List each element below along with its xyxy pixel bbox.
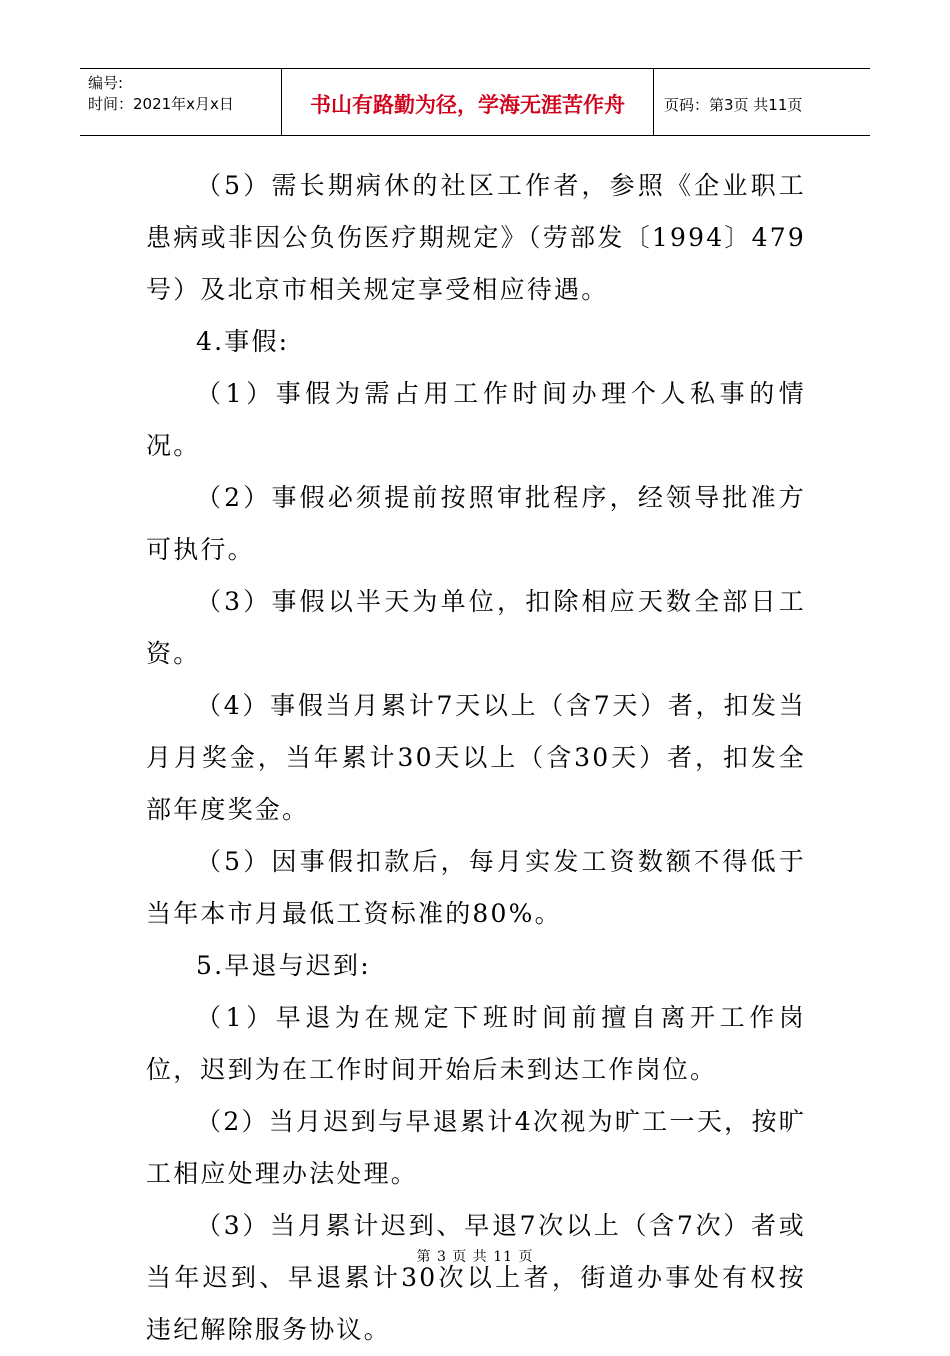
paragraph: （2）事假必须提前按照审批程序，经领导批准方可执行。 [146,483,806,564]
paragraph: （5）因事假扣款后，每月实发工资数额不得低于当年本市月最低工资标准的80%。 [146,847,806,928]
section-heading: 5.早退与迟到: [196,951,371,980]
header-page-info: 页码：第3页 共11页 [664,95,803,114]
page-footer: 第 3 页 共 11 页 [416,1249,534,1265]
section-heading: 4.事假: [196,327,290,356]
document-header [80,68,870,136]
header-motto-cell [282,69,654,135]
document-body [146,160,806,1356]
paragraph: （3）当月累计迟到、早退7次以上（含7次）者或当年迟到、早退累计30次以上者，街道办事处有权按违纪解除服务协议。 [146,1211,806,1344]
paragraph: （2）当月迟到与早退累计4次视为旷工一天，按旷工相应处理办法处理。 [146,1107,806,1188]
paragraph: （5）需长期病休的社区工作者，参照《企业职工患病或非因公负伤医疗期规定》（劳部发〔1994〕479号）及北京市相关规定享受相应待遇。 [146,171,806,304]
paragraph: （1）早退为在规定下班时间前擅自离开工作岗位，迟到为在工作时间开始后未到达工作岗位。 [146,1003,806,1084]
document-date-label: 时间：2021年x月x日 [88,95,234,113]
header-motto: 书山有路勤为径，学海无涯苦作舟 [310,93,625,117]
document-number-label: 编号: [88,74,124,92]
paragraph: （3）事假以半天为单位，扣除相应天数全部日工资。 [146,587,806,668]
paragraph: （1）事假为需占用工作时间办理个人私事的情况。 [146,379,806,460]
paragraph: （4）事假当月累计7天以上（含7天）者，扣发当月月奖金，当年累计30天以上（含30天）者，扣发全部年度奖金。 [146,691,806,824]
header-page-cell [654,69,870,135]
header-meta-cell [80,69,282,135]
